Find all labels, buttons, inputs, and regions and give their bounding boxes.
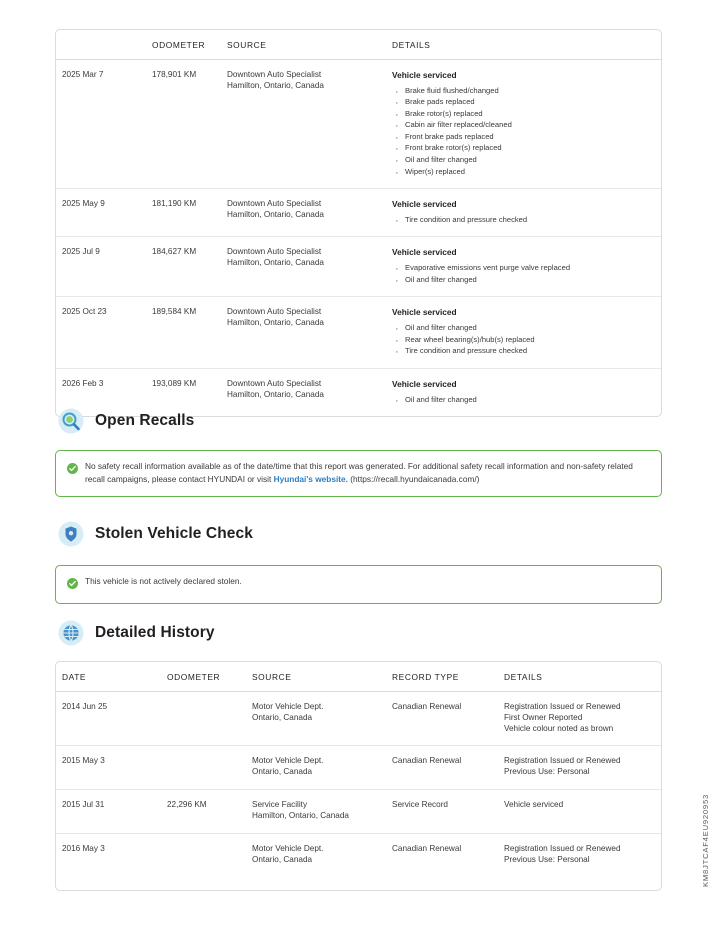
list-item: · Tire condition and pressure checked	[392, 345, 655, 357]
source-name: Motor Vehicle Dept.	[252, 843, 324, 853]
column-header-date: DATE	[56, 662, 161, 692]
column-header-odometer: ODOMETER	[146, 30, 221, 60]
hyundai-website-link[interactable]: Hyundai's website.	[273, 474, 348, 485]
cell-date: 2016 May 3	[62, 843, 105, 853]
detail-line: Registration Issued or Renewed	[504, 756, 621, 766]
cell-odometer: 178,901 KM	[146, 60, 221, 189]
cell-record-type: Canadian Renewal	[386, 746, 498, 790]
source-name: Downtown Auto Specialist	[227, 247, 322, 257]
cell-details	[498, 692, 661, 746]
column-header-details: DETAILS	[498, 662, 661, 692]
source-name: Downtown Auto Specialist	[227, 70, 322, 79]
source-location: Hamilton, Ontario, Canada	[227, 318, 324, 328]
list-item: · Brake pads replaced	[392, 96, 655, 108]
detailed-history-heading	[58, 620, 215, 646]
cell-details	[498, 833, 661, 876]
globe-icon	[58, 620, 84, 646]
column-header-record-type: RECORD TYPE	[386, 662, 498, 692]
section-title: Detailed History	[95, 624, 215, 641]
cell-source	[221, 368, 386, 416]
column-header-date	[56, 30, 146, 60]
list-item: · Wiper(s) replaced	[392, 166, 655, 178]
detail-list	[392, 214, 655, 226]
check-circle-icon	[67, 576, 78, 594]
source-location: Hamilton, Ontario, Canada	[227, 389, 324, 399]
detail-list	[392, 322, 655, 357]
source-name: Downtown Auto Specialist	[227, 307, 322, 317]
source-name: Downtown Auto Specialist	[227, 199, 322, 209]
detail-line: Vehicle serviced	[504, 800, 564, 810]
magnifier-icon	[58, 408, 84, 434]
recall-text-after: (https://recall.hyundaicanada.com/)	[347, 474, 480, 485]
cell-date: 2014 Jun 25	[56, 692, 161, 746]
list-item: · Cabin air filter replaced/cleaned	[392, 119, 655, 131]
cell-odometer: 22,296 KM	[161, 790, 246, 834]
cell-source	[221, 237, 386, 297]
source-name: Downtown Auto Specialist	[227, 378, 322, 388]
cell-details	[498, 790, 661, 834]
column-header-odometer: ODOMETER	[161, 662, 246, 692]
list-item: · Oil and filter changed	[392, 274, 655, 286]
list-item: · Oil and filter changed	[392, 394, 655, 406]
cell-odometer: 184,627 KM	[146, 237, 221, 297]
cell-odometer: 181,190 KM	[146, 189, 221, 237]
list-item: · Evaporative emissions vent purge valve replaced	[392, 262, 655, 274]
cell-date: 2025 Mar 7	[56, 60, 146, 189]
detail-line: Registration Issued or Renewed	[504, 702, 621, 711]
list-item: · Oil and filter changed	[392, 322, 655, 334]
cell-source	[221, 189, 386, 237]
service-history-table-card	[55, 29, 662, 417]
table-row	[56, 297, 661, 368]
cell-source	[246, 790, 386, 834]
list-item: · Oil and filter changed	[392, 154, 655, 166]
column-header-source: SOURCE	[221, 30, 386, 60]
check-circle-icon	[67, 461, 78, 479]
table-row	[56, 833, 661, 876]
open-recalls-heading	[58, 408, 194, 434]
cell-details	[386, 60, 661, 189]
detail-title: Vehicle serviced	[392, 199, 457, 210]
section-title: Open Recalls	[95, 412, 195, 429]
source-location: Hamilton, Ontario, Canada	[227, 258, 324, 268]
list-item: · Front brake pads replaced	[392, 131, 655, 143]
detail-title: Vehicle serviced	[392, 247, 457, 258]
list-item: · Brake rotor(s) replaced	[392, 108, 655, 120]
stolen-vehicle-heading	[58, 521, 253, 547]
recall-text-before: No safety recall information available as of the date/time that this report was generated. For additional safety recall information and non-safety related recall campaigns, please contact HYUNDAI or visit	[85, 461, 633, 485]
source-location: Ontario, Canada	[252, 767, 313, 777]
police-badge-icon	[58, 521, 84, 547]
cell-source	[246, 746, 386, 790]
cell-date: 2025 May 9	[56, 189, 146, 237]
cell-details	[386, 368, 661, 416]
source-name: Motor Vehicle Dept.	[252, 756, 324, 766]
detail-title: Vehicle serviced	[392, 378, 457, 389]
table-header-row	[56, 30, 661, 60]
detail-line: Previous Use: Personal	[504, 767, 590, 777]
vin-side-code: KM8JTCAF4EU920953	[701, 794, 710, 887]
cell-source	[221, 297, 386, 368]
source-location: Ontario, Canada	[252, 854, 313, 864]
stolen-vehicle-text: This vehicle is not actively declared stolen.	[85, 576, 242, 586]
table-row	[56, 189, 661, 237]
cell-details	[386, 297, 661, 368]
detail-list	[392, 394, 655, 406]
detail-title: Vehicle serviced	[392, 307, 457, 318]
cell-date: 2015 May 3	[56, 746, 161, 790]
cell-record-type: Canadian Renewal	[392, 843, 462, 853]
cell-source	[246, 692, 386, 746]
cell-date: 2025 Oct 23	[56, 297, 146, 368]
list-item: · Front brake rotor(s) replaced	[392, 142, 655, 154]
cell-record-type: Service Record	[386, 790, 498, 834]
detailed-history-table	[56, 662, 661, 876]
service-history-table	[56, 30, 661, 416]
list-item: · Brake fluid flushed/changed	[392, 85, 655, 97]
source-location: Ontario, Canada	[252, 712, 313, 722]
source-location: Hamilton, Ontario, Canada	[227, 80, 324, 90]
list-item: · Rear wheel bearing(s)/hub(s) replaced	[392, 334, 655, 346]
list-item: · Tire condition and pressure checked	[392, 214, 655, 226]
detail-title: Vehicle serviced	[392, 70, 457, 80]
section-title: Stolen Vehicle Check	[95, 525, 253, 542]
open-recalls-text	[85, 460, 649, 487]
stolen-vehicle-banner	[55, 565, 662, 604]
cell-details	[498, 746, 661, 790]
detail-line: Registration Issued or Renewed	[504, 843, 621, 853]
table-header-row	[56, 662, 661, 692]
source-name: Motor Vehicle Dept.	[252, 702, 324, 711]
detail-line: Vehicle colour noted as brown	[504, 723, 614, 733]
cell-date: 2025 Jul 9	[56, 237, 146, 297]
column-header-details: DETAILS	[386, 30, 661, 60]
open-recalls-banner	[55, 450, 662, 497]
table-row	[56, 692, 661, 746]
cell-details	[386, 237, 661, 297]
source-location: Hamilton, Ontario, Canada	[252, 810, 349, 820]
cell-odometer	[161, 692, 246, 746]
cell-date: 2015 Jul 31	[56, 790, 161, 834]
detailed-history-table-card	[55, 661, 662, 891]
cell-date: 2026 Feb 3	[62, 378, 104, 388]
detail-line: Previous Use: Personal	[504, 854, 590, 864]
detail-line: First Owner Reported	[504, 712, 583, 722]
column-header-source: SOURCE	[246, 662, 386, 692]
table-row	[56, 790, 661, 834]
table-row	[56, 746, 661, 790]
table-row	[56, 60, 661, 189]
cell-details	[386, 189, 661, 237]
source-name: Service Facility	[252, 800, 308, 810]
detail-list	[392, 85, 655, 177]
cell-source	[221, 60, 386, 189]
cell-odometer: 193,089 KM	[152, 378, 197, 388]
cell-odometer	[161, 746, 246, 790]
cell-record-type: Canadian Renewal	[386, 692, 498, 746]
table-row	[56, 237, 661, 297]
cell-odometer: 189,584 KM	[146, 297, 221, 368]
cell-odometer	[161, 833, 246, 876]
cell-source	[246, 833, 386, 876]
detail-list	[392, 262, 655, 285]
source-location: Hamilton, Ontario, Canada	[227, 209, 324, 219]
